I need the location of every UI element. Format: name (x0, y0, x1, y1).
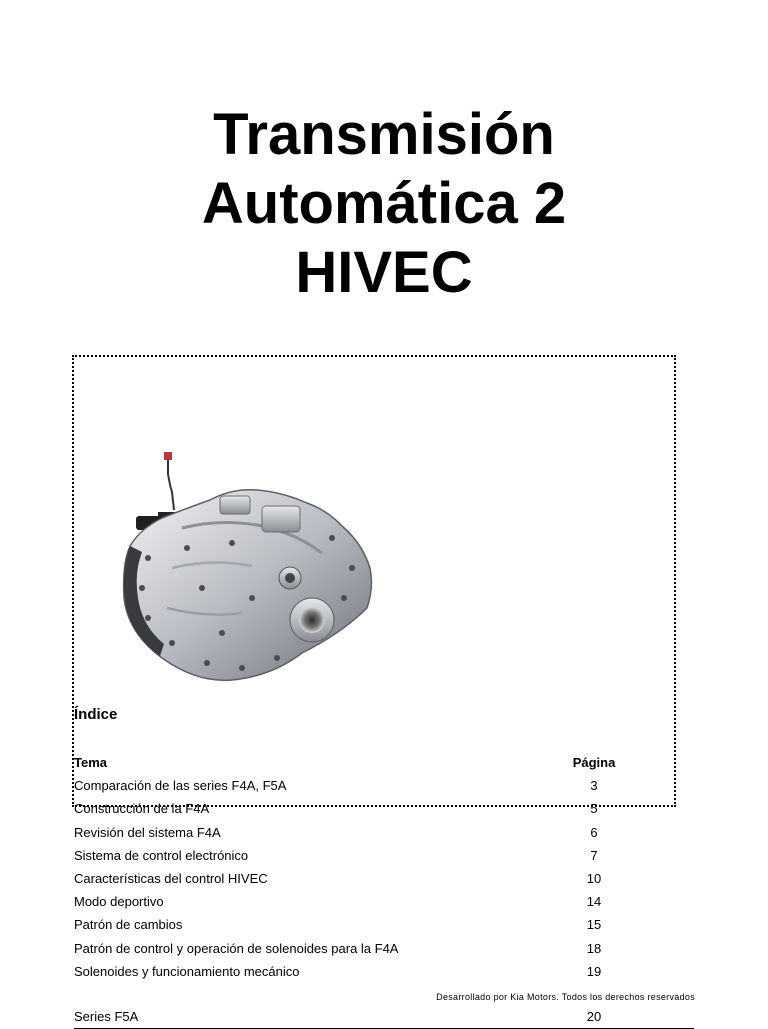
toc-entry-topic: Series F5A (74, 1009, 139, 1024)
title-line-2: Automática 2 (201, 171, 567, 236)
toc-entry-topic: Construcción de la F4A (74, 801, 210, 817)
toc-entry-continued (74, 1008, 694, 1029)
toc-header-row (74, 753, 634, 776)
toc-column-page: Página (572, 755, 616, 770)
toc-entry (74, 892, 634, 915)
toc-entry-topic: Patrón de control y operación de solenoides para la F4A (74, 940, 399, 956)
toc-entry-topic: Características del control HIVEC (74, 870, 268, 886)
toc-entry-topic: Patrón de cambios (74, 917, 183, 933)
toc-entry (74, 869, 634, 892)
transmission-photo (112, 448, 380, 688)
toc-entry-page: 7 (590, 847, 598, 863)
copyright-footer: Desarrollado por Kia Motors. Todos los derechos reservados (436, 992, 695, 1002)
index-heading: Índice (74, 706, 118, 723)
toc-entry-topic: Comparación de las series F4A, F5A (74, 778, 287, 794)
toc-entry-page: 5 (590, 801, 598, 817)
document-title (0, 100, 768, 307)
toc-entry (74, 799, 634, 822)
toc-entry-page: 6 (590, 824, 598, 840)
toc-entry-page: 20 (586, 1009, 602, 1024)
title-line-3: HIVEC (295, 240, 473, 305)
table-of-contents (74, 753, 634, 985)
toc-entry-topic: Revisión del sistema F4A (74, 824, 221, 840)
toc-entry-topic: Solenoides y funcionamiento mecánico (74, 963, 300, 979)
toc-entry (74, 846, 634, 869)
toc-entry (74, 776, 634, 799)
toc-entry-page: 10 (586, 870, 602, 886)
toc-column-topic: Tema (74, 755, 107, 770)
toc-entry-page: 14 (586, 894, 602, 910)
toc-entry-topic: Sistema de control electrónico (74, 847, 249, 863)
toc-entry-page: 15 (586, 917, 602, 933)
toc-entry (74, 823, 634, 846)
toc-entry (74, 915, 634, 938)
toc-entry (74, 962, 634, 985)
toc-entry-page: 3 (590, 778, 598, 794)
toc-entry-page: 18 (586, 940, 602, 956)
toc-entry (74, 939, 634, 962)
toc-entry-page: 19 (586, 963, 602, 979)
title-line-1: Transmisión (213, 102, 555, 167)
toc-entry-topic: Modo deportivo (74, 894, 164, 910)
